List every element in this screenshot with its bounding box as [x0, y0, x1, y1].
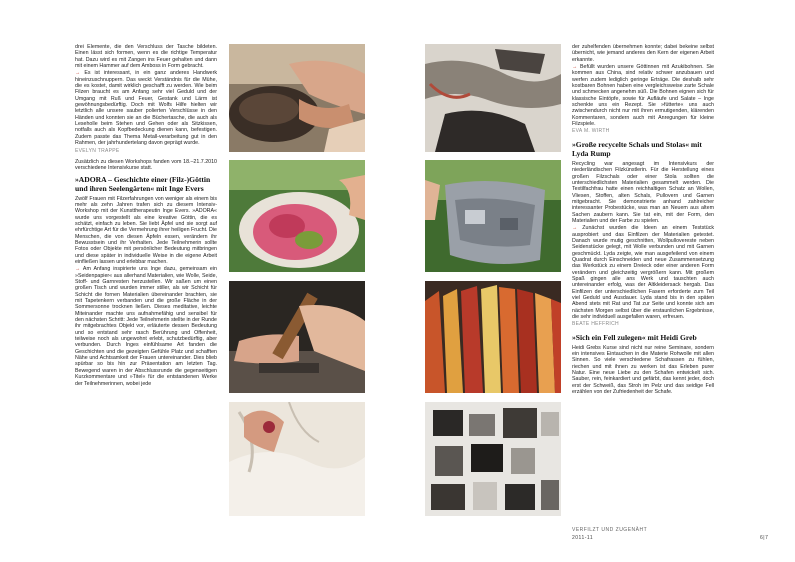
- arrow-icon: →: [572, 64, 578, 71]
- heading-fell: »Sich ein Fell zulegen« mit Heidi Greb: [572, 332, 697, 342]
- photo-metalwork-hands: [229, 44, 365, 152]
- arrow-icon: →: [75, 70, 81, 77]
- author-wirth: EVA M. WIRTH: [572, 128, 610, 135]
- author-trappe: EVELYN TRAPPE: [75, 147, 120, 154]
- right-para-5: Heidi Grebs Kurse sind nicht nur reine Seminare, sondern ein intensives Eintauchen in die Materie Rohwolle mit allen Sinnen. So viele verschiedene Schafrassen zu fühlen, riechen und mit ihnen zu werken ist das Erleben purer Natur. Eine neue Liebe zu den Schafen entwickelt sich. Sauber, rein, feinkardiert und gefärbt, das kennt jeder, doch erst der Schweiß, das Stroh im Pelz und das seidige Fell erzählen von der Zufriedenheit der Schafe.: [572, 344, 714, 396]
- footer-page-numbers: 6|7: [760, 535, 769, 541]
- author-heffrich: BEATE HEFFRICH: [572, 321, 619, 328]
- right-para-2-text: Befüllt wurden unsere Göttinnen mit Azukibohnen. Sie kommen aus China, sind relativ schwer anzubauen und werfen zudem lediglich geringe Erträge. Die deshalb sehr kostbaren Bohnen haben eine vergleichsweise zarte Schale und schmecken angenehm süß. Die Bohnen eignen sich für klassische Eintöpfe, sowie für Aufläufe und Salate – Inge schenkte uns ein Rezept. Sie »fütterte« uns auch zwischendurch nicht nur mit ihren ermutigenden, klärenden Kommentaren, sondern auch mit Anregungen für kleine Filzspiele.: [572, 64, 714, 128]
- left-para-2-text: Es ist interessant, in ein ganz anderes Handwerk hineinzuschnuppern. Das weckt Verständnis für die Mühe, die es kostet, damit wirklich geschafft zu werden. Wie beim Filzen braucht es am Anfang sehr viel Geduld und der Umgang mit Ruß und Feuer, Gestank und Lärm ist gewöhnungsbedürftig. Doch mit Wolfs Hilfe hielten wir letztlich alle unsere sauber polierten Verschlüsse in den Händen und konnten sie an die Büchertasche, die auch als Leseholle beim Stehen und Gehen oder als Sitzkissen, notfalls auch als Kopfbedeckung dienen kann, befestigen. Zudem passte das Thema Metall-verarbeitung gut in den Rahmen, der jahrhundertelang davon geprägt wurde.: [75, 70, 217, 147]
- footer-issue: 2011-11: [572, 535, 594, 541]
- right-para-1: der zuhelfenden übernehmen konnte; dabei bekeine selbst übernicht, wie jemand anderes den Kern der eigenen Arbeit erkannte.: [572, 44, 714, 63]
- photo-felt-pieces: [425, 44, 561, 152]
- left-para-2: [75, 70, 217, 146]
- photo-felted-surface: [229, 402, 365, 516]
- right-para-3: Recycling war angesagt im Intensivkurs der niederländischen Filzkünstlerin. Für die Herstellung eines großen Filzschals oder einer Stola sollten die unterschiedlichsten Materialien gesammelt werden. Die Textilfachfrau hatte einen reichhaltigen Schatz an Wollen, Vliesen, Stoffen, alten Schals, Pullovern und Garnen mitgebracht. Sie demonstrierte anhand zahlreicher interessanter Probestücke, was man an Neuem aus altem Sachen zaubern kann. Sie tat ein, mit der Form, den Materialien und der Farbe zu spielen.: [572, 160, 714, 224]
- photo-stola-tree: [425, 160, 561, 272]
- right-text-column: [572, 44, 714, 397]
- photo-felt-goddess: [229, 160, 365, 272]
- left-para-4: Zwölf Frauen mit Filzerfahrungen von weniger als einem bis mehr als zehn Jahren trafen sich zu diesem Intensiv-Workshop mit der Kunsttherapeutin Inge Evers. »ADORA« wurde uns vorgestellt als eine kreative Göttin, die es schätzt, einfach zu leben. Sie liebt Äpfel und sie sorgt auf ehrfürchtige Art für die Vermehrung ihrer heiligen Frucht. Die Menschen, die von diesen Äpfeln essen, verändern ihr Bewusstsein und ihr Verhalten. Jede Teilnehmerin sollte Fotos oder Objekte mit persönlicher Bedeutung mitbringen und diese später in individuelle Weise in die eigene Arbeit einfließen lassen und erlebbar machen.: [75, 195, 217, 265]
- left-intro: drei Elemente, die den Verschluss der Tasche bildeten. Einen lässt sich formen, wenn es die richtige Temperatur hat. Dazu wird es mit Zangen ins Feuer gehalten und dann mit einem Hammer auf dem Amboss in Form gebracht.: [75, 44, 217, 70]
- photo-fleece-textures: [425, 402, 561, 516]
- footer-magazine: VERFILZT UND ZUGENÄHT: [572, 527, 648, 533]
- heading-schals: »Große recycelte Schals und Stolas« mit Lyda Rump: [572, 139, 702, 158]
- right-para-4-text: Zunächst wurden die Ideen an einem Teststück ausprobiert und das Einfilzen der Materialien getestet. Danach wurde mutig geschnitten, Wollpullovereste neben Seidenstücke gelegt, mit Wolle verbunden und mit Garnen geschmückt. Lyda zeigte, wie man ausgefeilend von einem Quadrat durch Einschneiden und neue Zusammensetzung das Werkstück zu einem Dreieck oder einer anderen Form verändern und gleichzeitig vergrößern kann. Mit großem Spaß gingen alle ans Werk und tauschten auch untereinander erfolg, was der Altkleidersack hergab. Das Einfilzen der unterschiedlichen Fasern erforderte zum Teil viel Geduld und Ausdauer. Lyda stand bis in den späten Abend stets mit Rat und Tat zur Seite und konnte sich am nächsten Morgen selbst über die erstaunlichen Ergebnisse, die sehr individuell ausgefallen waren, erfreuen.: [572, 225, 714, 321]
- left-text-column: [75, 44, 217, 388]
- right-para-2: [572, 64, 714, 127]
- photo-colorful-scarves: [425, 281, 561, 393]
- arrow-icon: →: [75, 266, 81, 273]
- right-para-4: [572, 225, 714, 320]
- left-para-5-text: Am Anfang inspirierte uns Inge dazu, gemeinsam ein »Seidenpapier« aus allerhand Materialien, wie Wolle, Seide, Stoff- und Garnresten herzustellen. Wir saßen um einen großen Tisch und wurden immer stiller, als wir Schicht für Schicht die fornen Materialien übereinander brachten, sie mit Tapetenkern verbanden und die große Fläche in der Sommersonne trocknen ließen. Dieses meditative, leichte Miteinander machte uns aufnahmefähig und sensibel für den nächsten Schritt: Jede Teilnehmerin stellte in der Runde ihr mitgebrachtes Objekt vor, erläuterte dessen Bedeutung und so entstand sehr rasch Berührung und Offenheit, teilweise noch als ungewohnt erlebt, schutzbedürftig, aber verbunden. Durch Inges einfühlsame Art fanden die Geschichten und die gezeigten Gefühle Platz und schafften Nähe und Achtsamkeit der Frauen untereinander. Dies blieb spürbar so bis hin zur Präsentation am letzten Tag. Bewegend waren in der Abschlussrunde die gegenseitigen Kurzkommentare und »Titel« für die entstandenen Werke der Teilnehmerinnen, wobei jede: [75, 266, 217, 387]
- photo-hammering: [229, 281, 365, 393]
- left-para-5: [75, 266, 217, 387]
- arrow-icon: →: [572, 225, 578, 232]
- heading-adora: »ADORA – Geschichte einer (Filz-)Göttin und ihren Seelengärten« mit Inge Evers: [75, 174, 211, 193]
- left-para-3: Zusätzlich zu diesen Workshops fanden vom 18.–21.7.2010 verschiedene Intensivkurse statt.: [75, 158, 217, 172]
